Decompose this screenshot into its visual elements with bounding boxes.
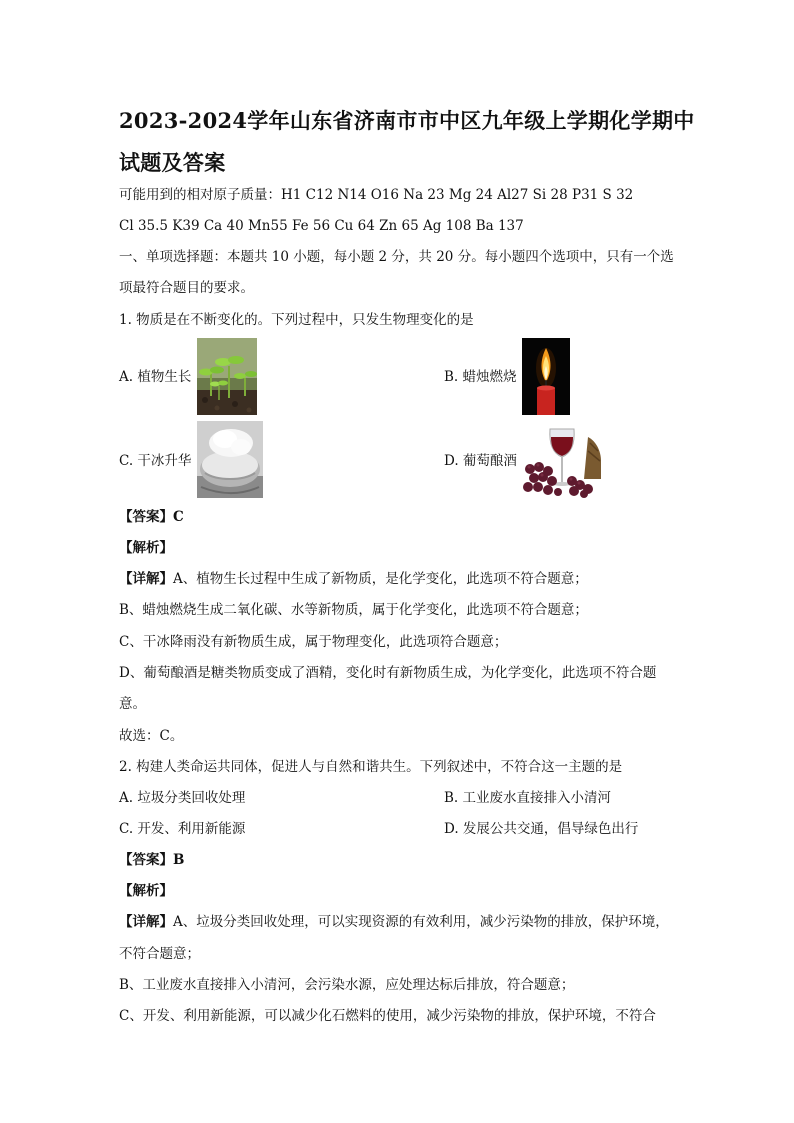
q1-detail-c: C、干冰降雨没有新物质生成，属于物理变化，此选项符合题意；	[119, 634, 508, 650]
document-title-line2: 试题及答案	[119, 150, 226, 175]
dry-ice-container-image	[197, 421, 263, 498]
q2-detail-a-line2: 不符合题意；	[119, 946, 200, 962]
section-instructions-line1: 一、单项选择题：本题共 10 小题，每小题 2 分，共 20 分。每小题四个选项中，只有一个选	[119, 249, 674, 265]
q2-answer-text: 【答案】B	[119, 852, 185, 868]
atomic-mass-line1	[119, 186, 633, 204]
q2-option-a: A. 垃圾分类回收处理	[119, 790, 246, 806]
atomic-mass-line2	[119, 217, 524, 235]
q2-detail-a-line1	[119, 913, 669, 931]
q2-option-b: B. 工业废水直接排入小清河	[444, 790, 612, 806]
burning-candle-image	[522, 338, 570, 415]
atomic-mass-text2: Cl 35.5 K39 Ca 40 Mn55 Fe 56 Cu 64 Zn 65 Ag 108 Ba 137	[119, 218, 524, 234]
document-title-line1: 2023-2024学年山东省济南市市中区九年级上学期化学期中	[119, 108, 695, 133]
q1-detail-b: B、蜡烛燃烧生成二氧化碳、水等新物质，属于化学变化，此选项不符合题意；	[119, 602, 588, 618]
q1-detail-tag: 【详解】	[119, 571, 173, 587]
q1-analysis-header: 【解析】	[119, 540, 173, 556]
section-instructions-line2: 项最符合题目的要求。	[119, 280, 254, 296]
plant-seedling-image	[197, 338, 257, 415]
q1-detail-a	[119, 570, 588, 588]
q2-detail-a-text: A、垃圾分类回收处理，可以实现资源的有效利用，减少污染物的排放，保护环境，	[173, 914, 669, 930]
q1-option-a: A. 植物生长	[119, 369, 192, 385]
q1-answer	[119, 508, 184, 526]
q1-answer-text: 【答案】C	[119, 509, 184, 525]
q2-detail-tag: 【详解】	[119, 914, 173, 930]
q1-detail-a-text: A、植物生长过程中生成了新物质，是化学变化，此选项不符合题意；	[173, 571, 588, 587]
q1-option-b: B. 蜡烛燃烧	[444, 369, 517, 385]
q1-stem: 1. 物质是在不断变化的。下列过程中，只发生物理变化的是	[119, 312, 474, 328]
q2-analysis-header: 【解析】	[119, 883, 173, 899]
q2-detail-c: C、开发、利用新能源，可以减少化石燃料的使用，减少污染物的排放，保护环境，不符合	[119, 1008, 656, 1024]
q2-option-c: C. 开发、利用新能源	[119, 821, 246, 837]
q2-detail-b: B、工业废水直接排入小清河，会污染水源，应处理达标后排放，符合题意；	[119, 977, 575, 993]
q2-answer	[119, 851, 184, 869]
q1-option-d: D. 葡萄酿酒	[444, 453, 517, 469]
q2-option-d: D. 发展公共交通，倡导绿色出行	[444, 821, 639, 837]
q1-detail-d-line2: 意。	[119, 696, 146, 712]
atomic-mass-text1: 可能用到的相对原子质量：H1 C12 N14 O16 Na 23 Mg 24 Al27 Si 28 P31 S 32	[119, 187, 634, 203]
q2-stem: 2. 构建人类命运共同体，促进人与自然和谐共生。下列叙述中，不符合这一主题的是	[119, 759, 623, 775]
q1-conclusion: 故选：C。	[119, 728, 184, 744]
q1-detail-d-line1: D、葡萄酿酒是糖类物质变成了酒精，变化时有新物质生成，为化学变化，此选项不符合题	[119, 665, 657, 681]
q1-option-c: C. 干冰升华	[119, 453, 192, 469]
grape-wine-image	[522, 421, 601, 498]
